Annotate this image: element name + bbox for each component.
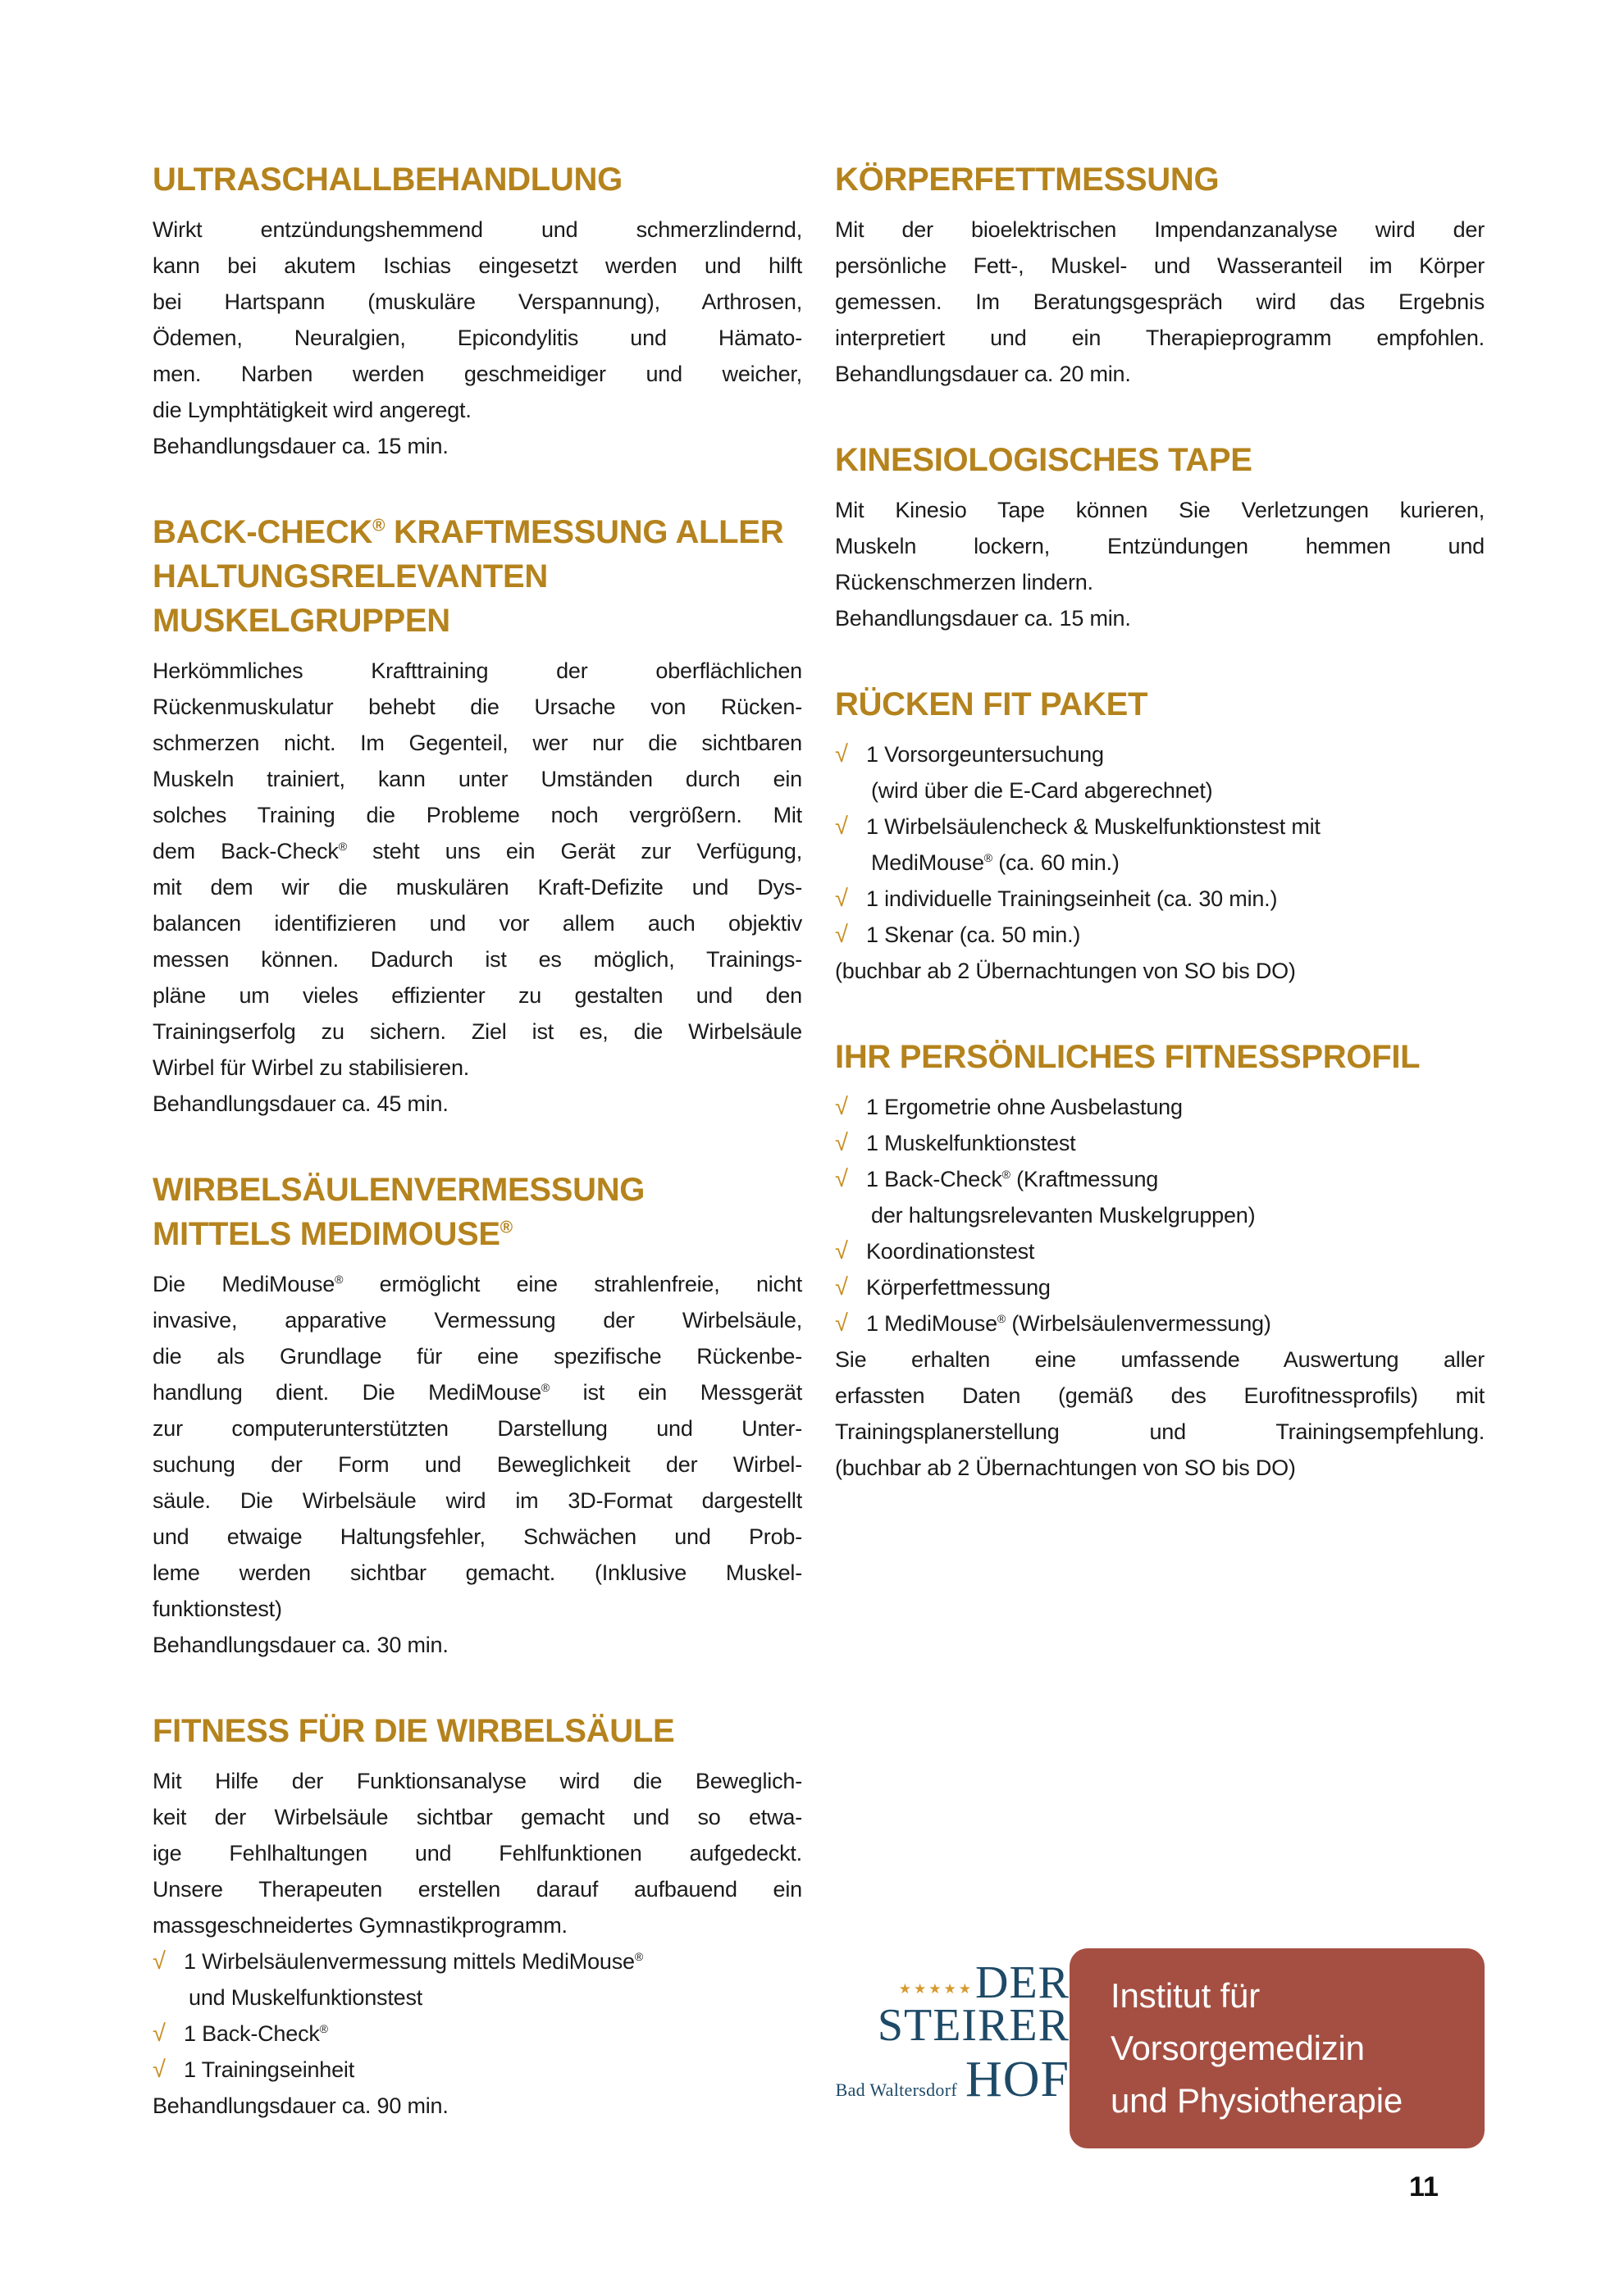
left-column [153, 157, 802, 2124]
body-text-line: ige Fehlhaltungen und Fehlfunktionen aufgedeckt. [153, 1841, 802, 1866]
treatment-section [835, 438, 1485, 636]
body-text-line: interpretiert und ein Therapieprogramm empfohlen. [835, 326, 1485, 350]
body-text-line: säule. Die Wirbelsäule wird im 3D-Format dargestellt [153, 1488, 802, 1513]
checklist-item-label: 1 Ergometrie ohne Ausbelastung [866, 1095, 1183, 1119]
section-heading-line: KINESIOLOGISCHES TAPE [835, 442, 1252, 478]
registered-mark: ® [338, 840, 347, 853]
body-text-line: persönliche Fett-, Muskel- und Wasseranteil im Körper [835, 253, 1485, 278]
checklist-item-continuation: MediMouse® (ca. 60 min.) [871, 850, 1120, 875]
logo-word-der: DER [975, 1957, 1070, 2008]
check-icon: √ [835, 1130, 848, 1156]
checklist-item-continuation: der haltungsrelevanten Muskelgruppen) [871, 1203, 1256, 1228]
body-text-line: Wirbel für Wirbel zu stabilisieren. [153, 1055, 470, 1080]
body-text-line: Muskeln lockern, Entzündungen hemmen und [835, 534, 1485, 558]
five-stars-icon: ★★★★★ [898, 1981, 974, 1998]
body-text-line: Behandlungsdauer ca. 15 min. [153, 434, 449, 458]
registered-mark: ® [1001, 1168, 1010, 1181]
section-heading-line: RÜCKEN FIT PAKET [835, 686, 1148, 722]
checklist-item-label: 1 Vorsorgeuntersuchung [866, 742, 1104, 767]
checklist-item-label: 1 MediMouse® (Wirbelsäulenvermessung) [866, 1311, 1271, 1336]
body-text-line: die als Grundlage für eine spezifische Rückenbe- [153, 1344, 802, 1369]
body-text-line: Mit Hilfe der Funktionsanalyse wird die Beweglich- [153, 1769, 802, 1793]
section-heading-line: HALTUNGSRELEVANTEN [153, 558, 549, 594]
body-text-line: Sie erhalten eine umfassende Auswertung aller [835, 1347, 1485, 1372]
body-text-line: gemessen. Im Beratungsgespräch wird das Ergebnis [835, 289, 1485, 314]
body-text-line: mit dem wir die muskulären Kraft-Defizite und Dys- [153, 875, 802, 900]
checklist-item [835, 881, 1485, 917]
page-number: 11 [1409, 2171, 1439, 2203]
logo-row [835, 1957, 1070, 2008]
checklist-item [835, 809, 1485, 845]
institute-badge [1070, 1948, 1485, 2148]
body-text-line: Ödemen, Neuralgien, Epicondylitis und Hämato- [153, 326, 802, 350]
body-text-line: kann bei akutem Ischias eingesetzt werden und hilft [153, 253, 802, 278]
body-text-line: zur computerunterstützten Darstellung und Unter- [153, 1416, 802, 1441]
body-text-line: Trainingsplanerstellung und Trainingsempfehlung. [835, 1419, 1485, 1444]
checklist-item-label: 1 Wirbelsäulenvermessung mittels MediMouse® [184, 1949, 643, 1974]
checklist-item [835, 1269, 1485, 1305]
body-text-line: massgeschneidertes Gymnastikprogramm. [153, 1913, 568, 1938]
section-heading [835, 682, 1485, 727]
body-text-line: Wirkt entzündungshemmend und schmerzlindernd, [153, 217, 802, 242]
section-heading [153, 1168, 802, 1256]
check-icon: √ [835, 886, 848, 912]
body-text-line: Herkömmliches Krafttraining der oberflächlichen [153, 658, 802, 683]
body-text-line: Behandlungsdauer ca. 20 min. [835, 362, 1131, 386]
registered-mark: ® [319, 2022, 328, 2035]
checklist-item-label: 1 Back-Check® (Kraftmessung [866, 1167, 1159, 1191]
section-heading [153, 510, 802, 643]
checklist-item [153, 1943, 802, 1979]
section-heading-line: MUSKELGRUPPEN [153, 603, 450, 639]
checklist-item [835, 1305, 1485, 1342]
body-text-line: pläne um vieles effizienter zu gestalten und den [153, 983, 802, 1008]
checklist-item-continuation: und Muskelfunktionstest [189, 1985, 423, 2010]
treatment-section [153, 157, 802, 464]
check-icon: √ [153, 2020, 166, 2047]
treatment-section [153, 1709, 802, 2124]
body-text-line: Trainingserfolg zu sichern. Ziel ist es, die Wirbelsäule [153, 1019, 802, 1044]
check-icon: √ [835, 813, 848, 840]
body-text-line: Mit Kinesio Tape können Sie Verletzungen kurieren, [835, 498, 1485, 522]
body-text-line: Unsere Therapeuten erstellen darauf aufbauend ein [153, 1877, 802, 1902]
check-icon: √ [835, 1274, 848, 1301]
checklist-item [153, 2052, 802, 2088]
checklist-item [835, 917, 1485, 953]
body-text-line: dem Back-Check® steht uns ein Gerät zur Verfügung, [153, 839, 802, 863]
steirerhof-logo [835, 1948, 1070, 2148]
checklist-item-label: 1 Skenar (ca. 50 min.) [866, 922, 1081, 947]
body-text-line: erfassten Daten (gemäß des Eurofitnessprofils) mit [835, 1383, 1485, 1408]
check-icon: √ [153, 2057, 166, 2083]
brand-area [835, 1948, 1485, 2148]
registered-mark: ® [997, 1312, 1006, 1325]
body-text-line: (buchbar ab 2 Übernachtungen von SO bis DO) [835, 959, 1296, 983]
body-text-line: Behandlungsdauer ca. 15 min. [835, 606, 1131, 631]
body-text-line: handlung dient. Die MediMouse® ist ein Messgerät [153, 1380, 802, 1405]
body-text-line: Behandlungsdauer ca. 30 min. [153, 1633, 449, 1657]
section-heading [835, 157, 1485, 202]
checklist-item-label: 1 Trainingseinheit [184, 2057, 355, 2082]
check-icon: √ [835, 741, 848, 768]
registered-mark: ® [500, 1218, 513, 1237]
checklist-item-label: Koordinationstest [866, 1239, 1035, 1264]
right-column [835, 157, 1485, 1486]
section-heading-line: ULTRASCHALLBEHANDLUNG [153, 162, 623, 198]
checklist-item-label: 1 individuelle Trainingseinheit (ca. 30 min.) [866, 886, 1278, 911]
section-heading [835, 438, 1485, 482]
checklist-item [835, 1089, 1485, 1125]
logo-word-hof: HOF [965, 2052, 1070, 2107]
check-icon: √ [835, 1310, 848, 1337]
checklist-item-label: Körperfettmessung [866, 1275, 1051, 1300]
body-text-line: suchung der Form und Beweglichkeit der Wirbel- [153, 1452, 802, 1477]
check-icon: √ [153, 1948, 166, 1975]
body-text-line: men. Narben werden geschmeidiger und weicher, [153, 362, 802, 386]
body-text-line: schmerzen nicht. Im Gegenteil, wer nur die sichtbaren [153, 731, 802, 755]
section-heading-line: KÖRPERFETTMESSUNG [835, 162, 1220, 198]
body-text-line: Rückenschmerzen lindern. [835, 570, 1093, 594]
checklist-item [835, 736, 1485, 772]
treatment-section [835, 682, 1485, 989]
section-heading-line: MITTELS MEDIMOUSE® [153, 1216, 513, 1252]
body-text-line: Rückenmuskulatur behebt die Ursache von Rücken- [153, 695, 802, 719]
body-text-line: Behandlungsdauer ca. 45 min. [153, 1091, 449, 1116]
checklist-item [835, 1161, 1485, 1197]
body-text-line: leme werden sichtbar gemacht. (Inklusive Muskel- [153, 1560, 802, 1585]
treatment-section [835, 1035, 1485, 1486]
check-icon: √ [835, 1094, 848, 1120]
body-text-line: Behandlungsdauer ca. 90 min. [153, 2093, 449, 2118]
check-icon: √ [835, 1238, 848, 1264]
body-text-line: funktionstest) [153, 1597, 282, 1621]
body-text-line: bei Hartspann (muskuläre Verspannung), Arthrosen, [153, 289, 802, 314]
treatment-section [835, 157, 1485, 392]
checklist-item [153, 2016, 802, 2052]
checklist-item-label: 1 Muskelfunktionstest [866, 1131, 1076, 1155]
badge-line: und Physiotherapie [1111, 2081, 1403, 2120]
logo-word-steirer: STEIRER [877, 2000, 1070, 2051]
section-heading-line: IHR PERSÖNLICHES FITNESSPROFIL [835, 1039, 1421, 1075]
section-heading [153, 1709, 802, 1753]
body-text-line: Muskeln trainiert, kann unter Umständen durch ein [153, 767, 802, 791]
registered-mark: ® [372, 516, 385, 535]
body-text-line: keit der Wirbelsäule sichtbar gemacht und so etwa- [153, 1805, 802, 1829]
checklist-item [835, 1125, 1485, 1161]
checklist-item [835, 1233, 1485, 1269]
body-text-line: messen können. Dadurch ist es möglich, Trainings- [153, 947, 802, 972]
body-text-line: (buchbar ab 2 Übernachtungen von SO bis DO) [835, 1456, 1296, 1480]
logo-subtitle: Bad Waltersdorf [835, 2080, 957, 2100]
section-heading-line: BACK-CHECK® KRAFTMESSUNG ALLER [153, 514, 784, 550]
registered-mark: ® [983, 851, 992, 864]
body-text-line: invasive, apparative Vermessung der Wirbelsäule, [153, 1308, 802, 1332]
registered-mark: ® [541, 1381, 550, 1394]
body-text-line: solches Training die Probleme noch vergrößern. Mit [153, 803, 802, 827]
checklist-item-label: 1 Wirbelsäulencheck & Muskelfunktionstest mit [866, 814, 1321, 839]
body-text-line: Die MediMouse® ermöglicht eine strahlenfreie, nicht [153, 1272, 802, 1296]
section-heading [835, 1035, 1485, 1079]
check-icon: √ [835, 1166, 848, 1192]
logo-row [835, 2052, 1070, 2114]
treatment-section [153, 510, 802, 1122]
badge-line: Vorsorgemedizin [1111, 2029, 1365, 2067]
body-text-line: balancen identifizieren und vor allem auch objektiv [153, 911, 802, 936]
checklist-item-continuation: (wird über die E-Card abgerechnet) [871, 778, 1213, 803]
badge-line: Institut für [1111, 1976, 1261, 2015]
check-icon: √ [835, 922, 848, 948]
registered-mark: ® [335, 1273, 344, 1286]
body-text-line: und etwaige Haltungsfehler, Schwächen und Prob- [153, 1524, 802, 1549]
treatment-section [153, 1168, 802, 1663]
section-heading-line: WIRBELSÄULENVERMESSUNG [153, 1172, 645, 1208]
section-heading [153, 157, 802, 202]
logo-row [835, 2000, 1070, 2058]
body-text-line: Mit der bioelektrischen Impendanzanalyse wird der [835, 217, 1485, 242]
body-text-line: die Lymphtätigkeit wird angeregt. [153, 398, 472, 422]
registered-mark: ® [634, 1950, 643, 1963]
checklist-item-label: 1 Back-Check® [184, 2021, 328, 2046]
section-heading-line: FITNESS FÜR DIE WIRBELSÄULE [153, 1713, 675, 1749]
